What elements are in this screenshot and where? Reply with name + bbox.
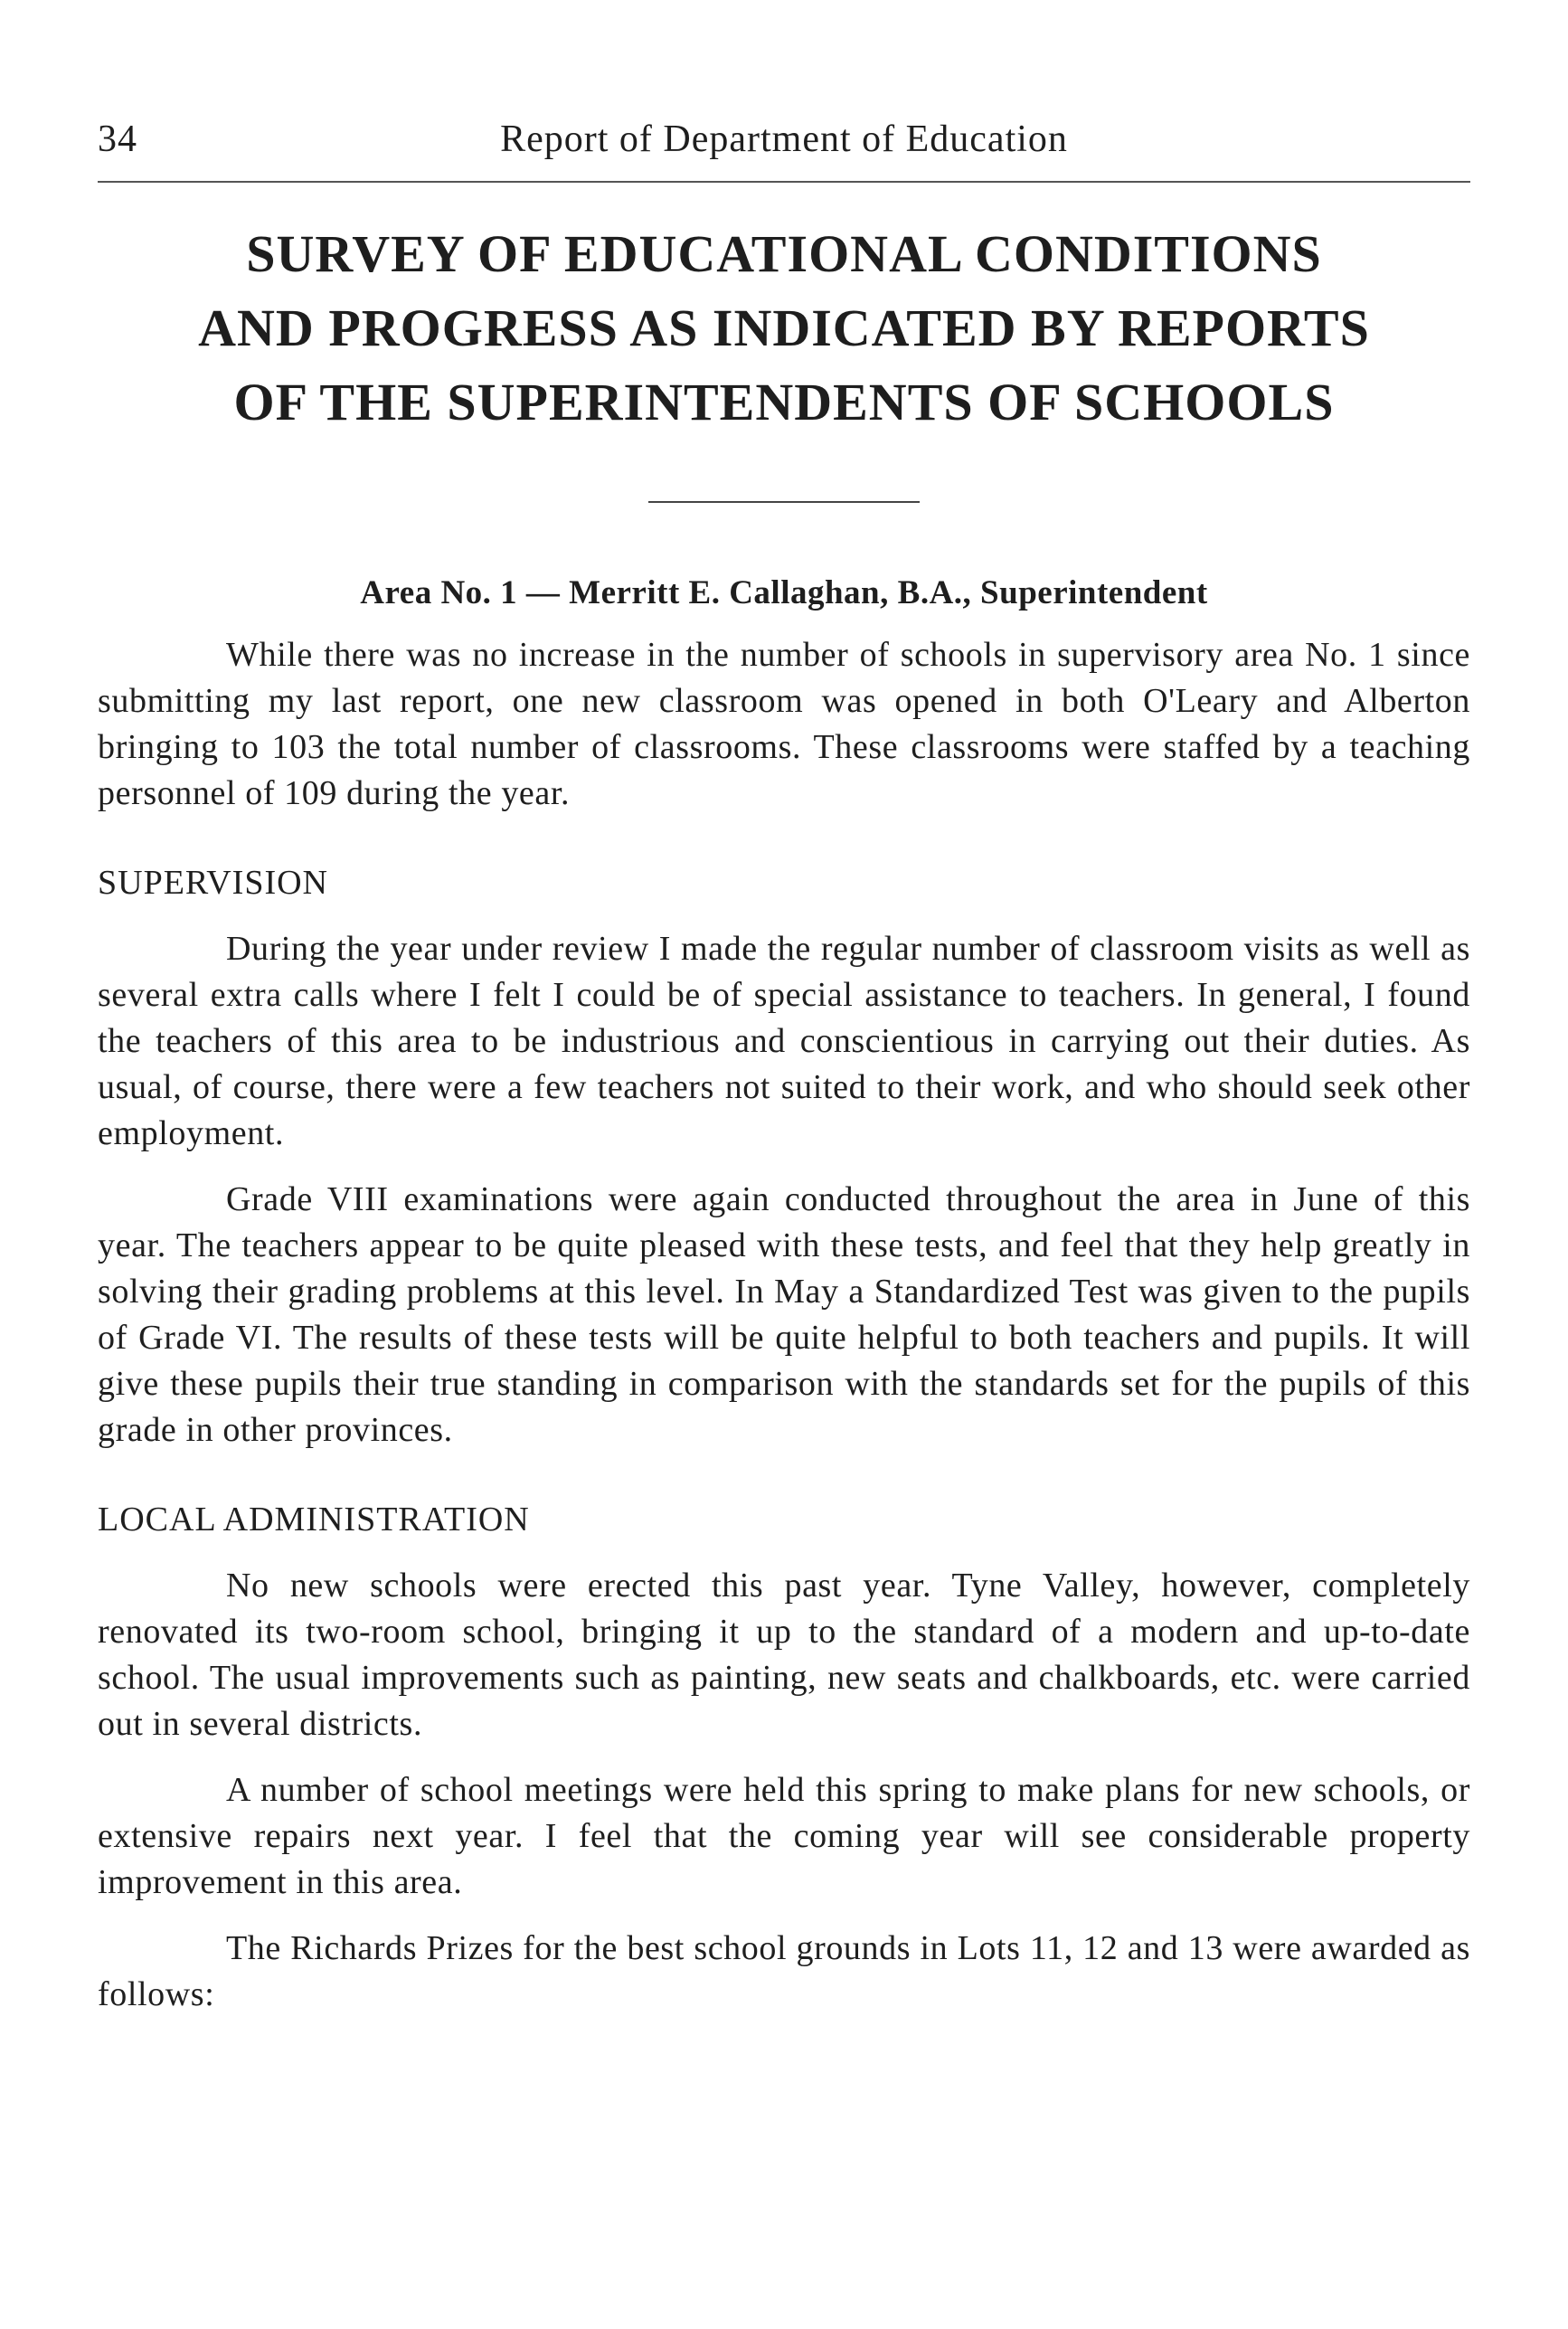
running-title: Report of Department of Education (500, 118, 1068, 160)
document-page (98, 109, 1470, 2018)
main-title-line-3: OF THE SUPERINTENDENTS OF SCHOOLS (233, 373, 1335, 431)
section-heading-supervision: SUPERVISION (98, 864, 328, 902)
title-divider (648, 501, 920, 503)
area-byline: Area No. 1 — Merritt E. Callaghan, B.A., Superintendent (360, 574, 1208, 611)
main-title-line-1: SURVEY OF EDUCATIONAL CONDITIONS (246, 224, 1322, 283)
main-title (98, 217, 1470, 440)
local-administration-paragraph-1: No new schools were erected this past year. Tyne Valley, however, completely renovated its two-room school, bringing it up to the standard of a modern and up-to-date school. The usual improvements such as painting, new seats and chalkboards, etc. were carried out in several districts. (98, 1567, 1470, 1743)
local-administration-paragraph-3: The Richards Prizes for the best school grounds in Lots 11, 12 and 13 were awarded as follows: (98, 1929, 1470, 2013)
main-title-line-2: AND PROGRESS AS INDICATED BY REPORTS (198, 298, 1370, 357)
intro-paragraph: While there was no increase in the number of schools in supervisory area No. 1 since submitting my last report, one new classroom was opened in both O'Leary and Alberton bringing to 103 the total number of classrooms. These classrooms were staffed by a teaching personnel of 109 during the year. (98, 636, 1470, 812)
section-heading-local-administration: LOCAL ADMINISTRATION (98, 1501, 530, 1538)
local-administration-paragraph-2: A number of school meetings were held this spring to make plans for new schools, or extensive repairs next year. I feel that the coming year will see considerable property improvement in this area. (98, 1771, 1470, 1901)
page-number: 34 (98, 118, 137, 160)
supervision-paragraph-1: During the year under review I made the regular number of classroom visits as well as several extra calls where I felt I could be of special assistance to teachers. In general, I found the teachers of this area to be industrious and conscientious in carrying out their duties. As usual, of course, there were a few teachers not suited to their work, and who should seek other employment. (98, 930, 1470, 1152)
supervision-paragraph-2: Grade VIII examinations were again conducted throughout the area in June of this year. The teachers appear to be quite pleased with these tests, and feel that they help greatly in solving their grading problems at this level. In May a Standardized Test was given to the pupils of Grade VI. The results of these tests will be quite helpful to both teachers and pupils. It will give these pupils their true standing in comparison with the standards set for the pupils of this grade in other provinces. (98, 1180, 1470, 1449)
running-header (98, 109, 1470, 183)
